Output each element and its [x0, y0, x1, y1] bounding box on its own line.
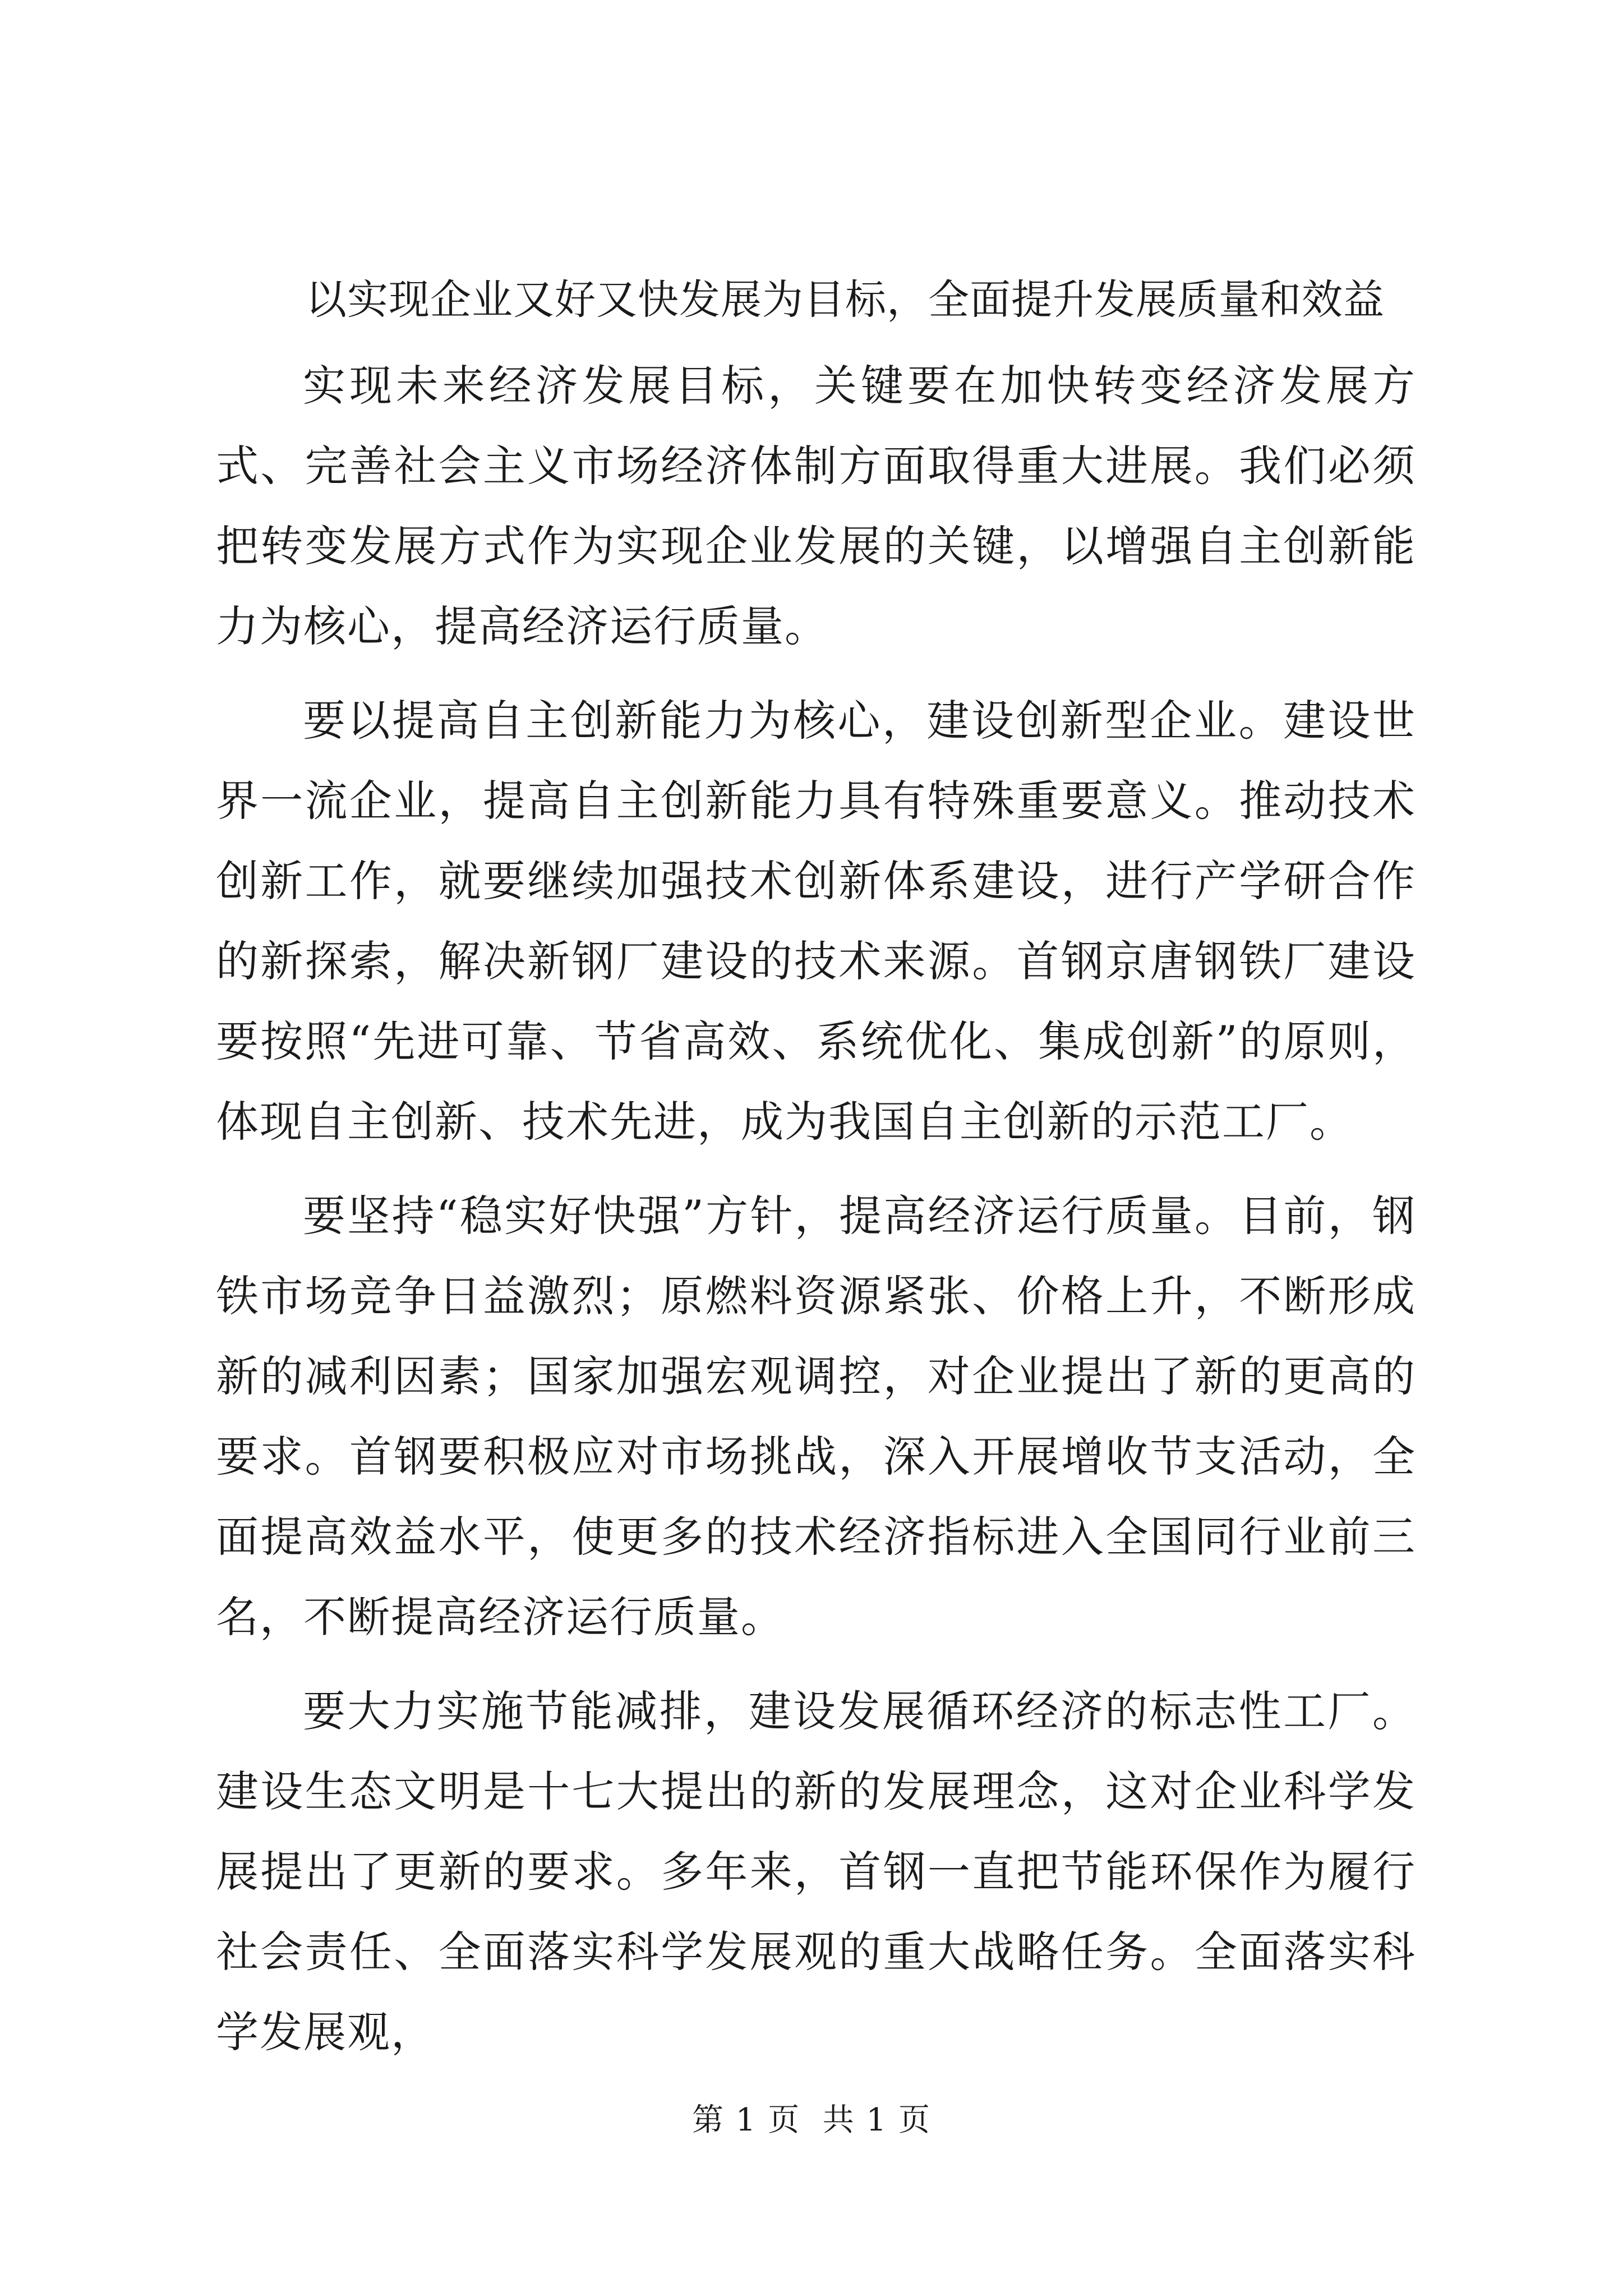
document-body	[216, 255, 1416, 2072]
paragraph-1: 实现未来经济发展目标，关键要在加快转变经济发展方式、完善社会主义市场经济体制方面取得重大进展。我们必须把转变发展方式作为实现企业发展的关键，以增强自主创新能力为核心，提高经济运行质量。	[216, 361, 1416, 651]
section-heading: 以实现企业又好又快发展为目标，全面提升发展质量和效益	[306, 276, 1385, 324]
paragraph-3: 要坚持“稳实好快强”方针，提高经济运行质量。目前，钢铁市场竞争日益激烈；原燃料资源紧张、价格上升，不断形成新的减利因素；国家加强宏观调控，对企业提出了新的更高的要求。首钢要积极应对市场挑战，深入开展增收节支活动，全面提高效益水平，使更多的技术经济指标进入全国同行业前三名，不断提高经济运行质量。	[216, 1191, 1416, 1642]
paragraph-4: 要大力实施节能减排，建设发展循环经济的标志性工厂。建设生态文明是十七大提出的新的发展理念，这对企业科学发展提出了更新的要求。多年来，首钢一直把节能环保作为履行社会责任、全面落实科学发展观的重大战略任务。全面落实科学发展观，	[216, 1686, 1416, 2057]
page-number-footer: 第 1 页 共 1 页	[691, 2102, 932, 2138]
paragraph-2: 要以提高自主创新能力为核心，建设创新型企业。建设世界一流企业，提高自主创新能力具有特殊重要意义。推动技术创新工作，就要继续加强技术创新体系建设，进行产学研合作的新探索，解决新钢厂建设的技术来源。首钢京唐钢铁厂建设要按照“先进可靠、节省高效、系统优化、集成创新”的原则，体现自主创新、技术先进，成为我国自主创新的示范工厂。	[216, 696, 1416, 1147]
